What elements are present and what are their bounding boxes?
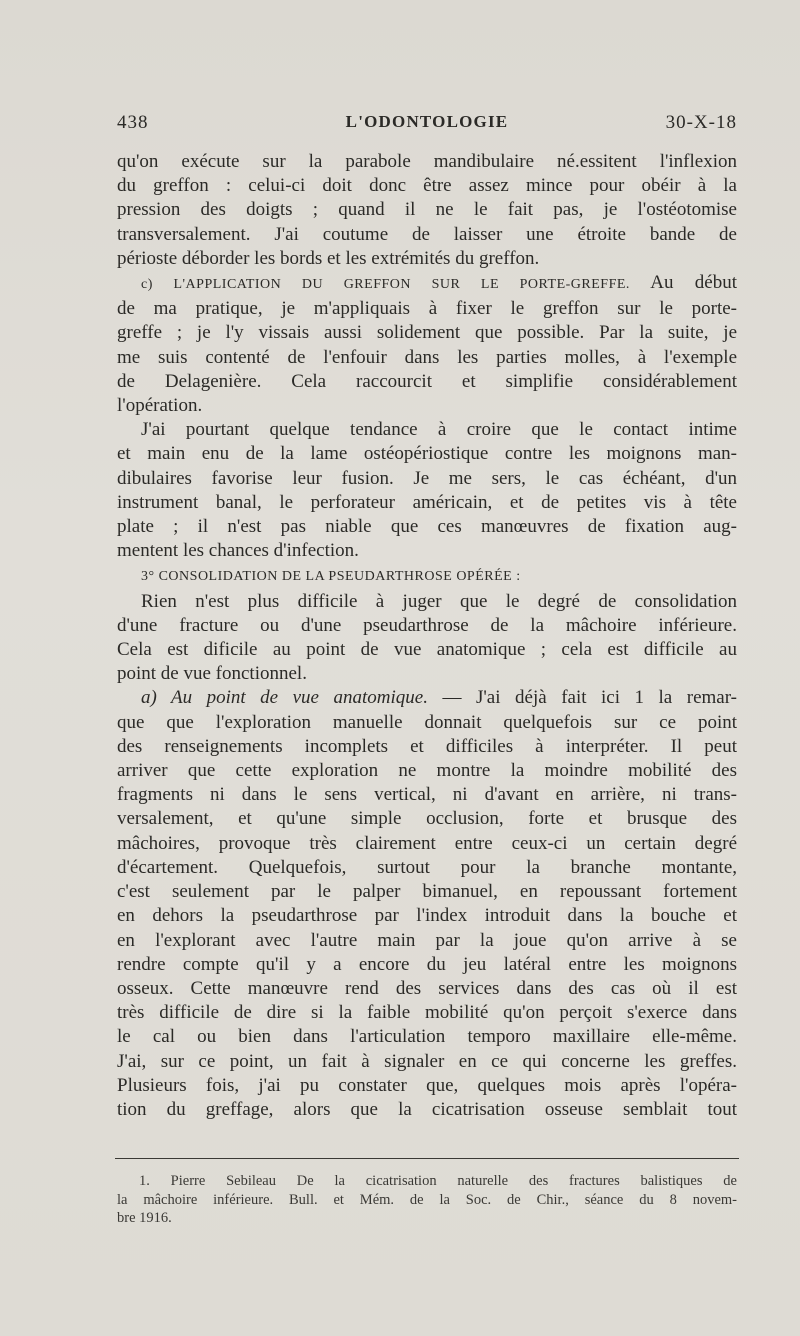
paragraph (117, 418, 737, 563)
footnote (117, 1172, 737, 1228)
text-line: me suis contenté de l'enfouir dans les parties molles, à l'exemple (117, 346, 737, 368)
main-text (117, 150, 737, 1122)
text-line: arriver que cette exploration ne montre la moindre mobilité des (117, 760, 737, 782)
text-line: de Delagenière. Cela raccourcit et simplifie considérablement (117, 370, 737, 392)
text-line: des renseignements incomplets et difficiles à interpréter. Il peut (117, 735, 737, 757)
text-line: versalement, et qu'une simple occlusion, forte et brusque des (117, 808, 737, 830)
text-line: fragments ni dans le sens vertical, ni d'avant en arrière, ni trans- (117, 784, 737, 806)
page-number: 438 (117, 112, 149, 133)
text-line: plate ; il n'est pas niable que ces manœuvres de fixation aug- (117, 516, 737, 538)
text-line: de ma pratique, je m'appliquais à fixer le greffon sur le porte- (117, 298, 737, 320)
text-line: J'ai, sur ce point, un fait à signaler en ce qui concerne les greffes. (117, 1050, 737, 1072)
footnote-line: la mâchoire inférieure. Bull. et Mém. de la Soc. de Chir., séance du 8 novem- (117, 1191, 737, 1208)
text-line: c'est seulement par le palper bimanuel, en repoussant fortement (117, 881, 737, 903)
text-line: le cal ou bien dans l'articulation temporo maxillaire elle-même. (117, 1026, 737, 1048)
text-line: osseux. Cette manœuvre rend des services dans des cas où il est (117, 977, 737, 999)
section-heading-c: c) L'APPLICATION DU GREFFON SUR LE PORTE-GREFFE. (141, 277, 630, 293)
text-line: Plusieurs fois, j'ai pu constater que, quelques mois après l'opéra- (117, 1074, 737, 1096)
text-line: mentent les chances d'infection. (117, 540, 359, 562)
text-line (117, 590, 737, 614)
text-line (117, 418, 737, 442)
text-line: très difficile de dire si la faible mobilité qu'on perçoit s'exerce dans (117, 1002, 737, 1024)
text-line: d'écartement. Quelquefois, surtout pour la branche montante, (117, 856, 737, 878)
footnote-line: bre 1916. (117, 1210, 172, 1226)
text-line: du greffon : celui-ci doit donc être assez mince pour obéir à la (117, 175, 737, 197)
paragraph (117, 271, 737, 418)
text-line: greffe ; je l'y vissais aussi solidement que possible. Par la suite, je (117, 322, 737, 344)
section-heading-3: 3° CONSOLIDATION DE LA PSEUDARTHROSE OPÉRÉE : (141, 569, 521, 585)
text-line: dibulaires favorise leur fusion. Je me sers, le cas échéant, d'un (117, 467, 737, 489)
paragraph (117, 590, 737, 687)
text-line: instrument banal, le perforateur américain, et de petites vis à tête (117, 491, 737, 513)
text-line: d'une fracture ou d'une pseudarthrose de la mâchoire inférieure. (117, 614, 737, 636)
footnote-line: 1. Pierre Sebileau De la cicatrisation naturelle des fractures balistiques de (139, 1173, 737, 1189)
paragraph (117, 150, 737, 271)
subsection-heading-a: a) Au point de vue anatomique. (141, 687, 428, 709)
text-line (117, 686, 737, 710)
text-line: périoste déborder les bords et les extrémités du greffon. (117, 247, 540, 269)
journal-title: L'ODONTOLOGIE (345, 112, 509, 131)
text-line: et main enu de la lame ostéopériostique contre les moignons man- (117, 443, 737, 465)
text-line: en dehors la pseudarthrose par l'index introduit dans la bouche et (117, 905, 737, 927)
text-fragment: J'ai pourtant quelque tendance à croire que le contact intime (141, 419, 737, 441)
text-line: que que l'exploration manuelle donnait quelquefois sur ce point (117, 711, 737, 733)
text-line: l'opération. (117, 395, 203, 417)
text-line: qu'on exécute sur la parabole mandibulaire né.essitent l'inflexion (117, 151, 737, 172)
text-fragment: Rien n'est plus difficile à juger que le degré de consolidation (141, 590, 737, 612)
footnote-divider (115, 1158, 739, 1159)
issue-date: 30-X-18 (665, 112, 737, 133)
text-line (117, 271, 737, 297)
paragraph (117, 686, 737, 1122)
text-line: point de vue fonctionnel. (117, 663, 307, 685)
text-line: tion du greffage, alors que la cicatrisation osseuse semblait tout (117, 1098, 737, 1120)
text-fragment: — J'ai déjà fait ici 1 la remar- (442, 687, 737, 709)
text-line (117, 563, 737, 589)
text-line: en l'explorant avec l'autre main par la joue qu'on arrive à se (117, 929, 737, 951)
paragraph (117, 563, 737, 589)
text-line: rendre compte qu'il y a encore du jeu latéral entre les moignons (117, 953, 737, 975)
text-line: pression des doigts ; quand il ne le fait pas, je l'ostéotomise (117, 199, 737, 221)
running-header (117, 112, 737, 142)
text-line: mâchoires, provoque très clairement entre ceux-ci un certain degré (117, 832, 737, 854)
text-line: transversalement. J'ai coutume de laisser une étroite bande de (117, 223, 737, 245)
text-fragment: Au début (650, 272, 738, 294)
text-line: Cela est dificile au point de vue anatomique ; cela est difficile au (117, 639, 737, 661)
